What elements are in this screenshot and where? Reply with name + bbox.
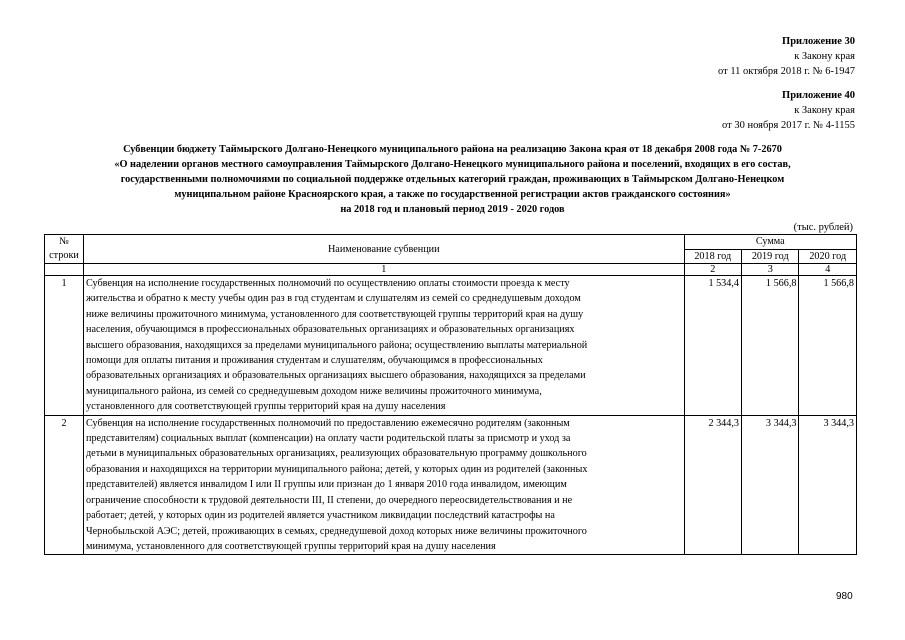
text-line: минимума, установленного для соответствующей группы территорий края на душу населения (86, 540, 496, 552)
text-line: помощи для оплаты питания и проживания студентам и слушателям, обучающимся в профессиональных (86, 355, 543, 367)
document-title (50, 142, 855, 217)
title-line: государственными полномочиями по социальной поддержке отдельных категорий граждан, проживающих в Таймырском Долгано-Ненецком (120, 174, 785, 185)
amount-2018: 2 344,3 (684, 415, 741, 555)
title-line: на 2018 год и плановый период 2019 - 2020 годов (340, 204, 565, 215)
text-line: жительства и обратно к месту учебы один раз в год студентам и слушателям из семей со среднедушевым доходом (86, 293, 581, 305)
appendix-law-ref: к Закону края (794, 51, 855, 62)
appendix-law-date: от 11 октября 2018 г. № 6-1947 (718, 66, 855, 77)
text-line: образовательных организациях и образовательных организациях высшего образования, находящихся за пределами (86, 370, 586, 382)
header-subvention-name: Наименование субвенции (84, 235, 685, 264)
header-sum: Сумма (684, 235, 856, 250)
appendix-40-block (722, 88, 855, 133)
appendix-law-ref: к Закону края (794, 105, 855, 116)
text-line: детьми в муниципальных образовательных организациях, реализующих образовательную программу дошкольного (86, 448, 587, 460)
title-line: муниципальном районе Красноярского края, а также по государственной регистрации актов гражданского состояния» (174, 189, 731, 200)
text-line: населения, обучающимся в профессиональных образовательных организациях и образовательных организациях (86, 324, 575, 336)
table-row (45, 276, 857, 416)
text-line: представителям) социальных выплат (компенсации) на оплату части родительской платы за присмотр и уход за (86, 433, 571, 445)
text-line: муниципального района, из семей со среднедушевым доходом ниже величины прожиточного минимума, (86, 385, 542, 397)
text-line: ниже величины прожиточного минимума, установленного для соответствующей группы территорий края на душу (86, 308, 584, 320)
appendix-law-date: от 30 ноября 2017 г. № 4-1155 (722, 120, 855, 131)
column-number: 3 (742, 264, 799, 276)
text-line: высшего образования, находящихся за пределами муниципального района; осуществлению выплаты материальной (86, 339, 588, 351)
text-line: образования и находящихся на территории муниципального района; детей, у которых один из родителей (законных (86, 463, 588, 475)
amount-2020: 3 344,3 (799, 415, 857, 555)
header-no-sign: № (59, 236, 69, 247)
text-line: работает; детей, у которых один из родителей является участником ликвидации последствий катастрофы на (86, 510, 555, 522)
text-line: ограничение способности к трудовой деятельности III, II степени, до очередного переосвидетельствования и не (86, 494, 573, 506)
row-number: 2 (45, 415, 84, 555)
amount-2019: 1 566,8 (742, 276, 799, 416)
appendix-title: Приложение 40 (782, 90, 855, 101)
header-year-2019: 2019 год (742, 249, 799, 264)
units-label: (тыс. рублей) (793, 222, 853, 233)
table-row (45, 415, 857, 555)
subvention-table (44, 234, 857, 555)
column-number: 1 (84, 264, 685, 276)
header-year-2018: 2018 год (684, 249, 741, 264)
amount-2020: 1 566,8 (799, 276, 857, 416)
text-line: Чернобыльской АЭС; детей, проживающих в семьях, среднедушевой доход которых ниже величины прожиточного (86, 525, 587, 537)
header-no-word: строки (49, 250, 79, 261)
text-line: представителей) является инвалидом I или II группы или признан до 1 января 2010 года инвалидом, имеющим (86, 479, 567, 491)
amount-2019: 3 344,3 (742, 415, 799, 555)
text-line: Субвенция на исполнение государственных полномочий по осуществлению оплаты стоимости проезда к месту (86, 278, 570, 289)
appendix-title: Приложение 30 (782, 36, 855, 47)
text-line: Субвенция на исполнение государственных полномочий по предоставлению ежемесячно родителям (законным (86, 417, 570, 429)
text-line: установленного для соответствующей группы территорий края на душу населения (86, 401, 446, 413)
amount-2018: 1 534,4 (684, 276, 741, 416)
header-year-2020: 2020 год (799, 249, 857, 264)
title-line: «О наделении органов местного самоуправления Таймырского Долгано-Ненецкого муниципального района и поселений, входящих в его состав, (114, 159, 791, 170)
column-number: 4 (799, 264, 857, 276)
row-number: 1 (45, 276, 84, 416)
column-number-blank (45, 264, 84, 276)
subvention-name (84, 276, 685, 416)
subvention-name (84, 415, 685, 555)
page-number: 980 (836, 591, 853, 602)
header-row-number (45, 235, 84, 264)
appendix-30-block (718, 34, 855, 79)
title-line: Субвенции бюджету Таймырского Долгано-Ненецкого муниципального района на реализацию Закона края от 18 декабря 2008 года № 7-2670 (123, 144, 782, 155)
column-number: 2 (684, 264, 741, 276)
